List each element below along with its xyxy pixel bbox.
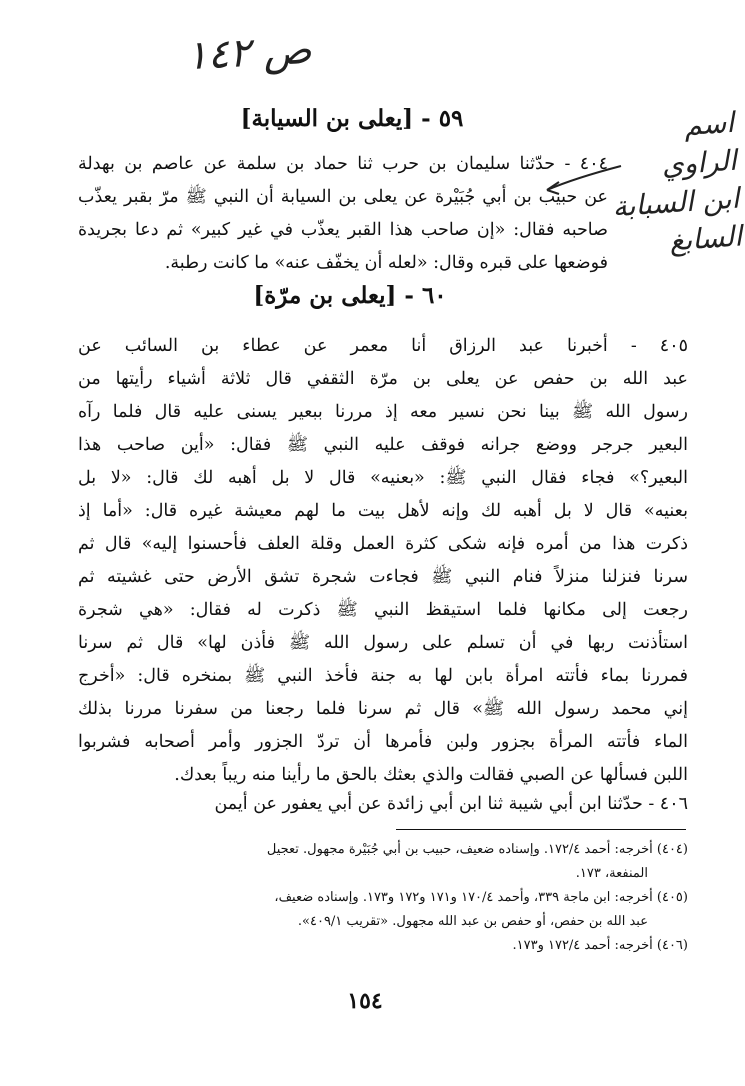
text-line: إني محمد رسول الله ﷺ» قال ثم سرنا فلما رجعنا من سفرنا مررنا بذلك [78,699,688,719]
section-heading-59: ٥٩ - [يعلى بن السيابة] [240,105,464,132]
text-line: استأذنت ربها في أن تسلم على رسول الله ﷺ فأذن لها» قال ثم سرنا [78,633,688,653]
text-line: بعنيه» قال لا بل أهبه لك وإنه لأهل بيت ما لهم معيشة غيره قال: «أما إذ [78,501,688,521]
text-line: عن حبيب بن أبي جُبَيْرة عن يعلى بن السيابة أن النبي ﷺ مرّ بقبر يعذّب [78,187,608,207]
text-line: ٤٠٤ - حدّثنا سليمان بن حرب ثنا حماد بن سلمة عن عاصم بن بهدلة [78,154,608,174]
text-line: ذكرت هذا من أمره فإنه شكى كثرة العمل وقلة العلف فأحسنوا إليه» قال ثم [78,534,688,554]
hadith-404-paragraph [78,148,608,280]
handwritten-margin-note [605,104,743,265]
footnote-line: (٤٠٦) أخرجه: أحمد ١٧٢/٤ و١٧٣. [512,938,688,953]
page-number: ١٥٤ [347,988,383,1014]
margin-note-line: اسم [682,105,735,143]
footnotes [78,838,688,958]
text-line: الماء فأتته المرأة بجزور ولبن فأمرها أن تردّ الجزور وأمر أصحابه فشربوا [78,732,688,752]
text-line: فمررنا بماء فأتته امرأة بابن لها به جنة فأخذ النبي ﷺ بمنخره قال: «أخرج [78,666,688,686]
text-line: اللبن فسألها عن الصبي فقالت والذي بعثك بالحق ما رأينا منه ريباً بعدك. [174,765,688,785]
text-line: رجعت إلى مكانها فلما استيقظ النبي ﷺ ذكرت له فقال: «هي شجرة [78,600,688,620]
text-line: البعير جرجر ووضع جرانه فوقف عليه النبي ﷺ فقال: «أين صاحب هذا [78,435,688,455]
hadith-405-paragraph [78,330,688,792]
section-heading-60: ٦٠ - [يعلى بن مرّة] [253,282,447,309]
text-line: رسول الله ﷺ بينا نحن نسير معه إذ مررنا ببعير يسنى عليه قال فلما رآه [78,402,688,422]
text-line: البعير؟» فجاء فقال النبي ﷺ: «بعنيه» قال لا بل أهبه لك قال: «لا بل [78,468,688,488]
footnote-line: (٤٠٥) أخرجه: ابن ماجة ٣٣٩، وأحمد ١٧٠/٤ و١٧١ و١٧٢ و١٧٣. وإسناده ضعيف، [274,890,688,905]
footnote-line: المنفعة، ١٧٣. [575,866,648,881]
hadith-406-paragraph [78,788,688,821]
margin-note-line: ابن السبابة [611,181,741,224]
handwritten-page-reference: ص ١٤٢ [184,26,313,80]
text-line: ٤٠٥ - أخبرنا عبد الرزاق أنا معمر عن عطاء بن السائب عن [78,336,688,356]
footnote-line: (٤٠٤) أخرجه: أحمد ١٧٢/٤. وإسناده ضعيف، حبيب بن أبي جُبَيْرة مجهول. تعجيل [266,842,688,857]
margin-note-line: السابغ [668,219,743,258]
footnote-divider [396,829,686,830]
text-line: فوضعها على قبره وقال: «لعله أن يخفّف عنه» ما كانت رطبة. [164,253,608,273]
margin-note-line: الراوي [660,143,738,182]
text-line: ٤٠٦ - حدّثنا ابن أبي شيبة ثنا ابن أبي زائدة عن أبي يعفور عن أيمن [214,794,688,814]
text-line: صاحبه فقال: «إن صاحب هذا القبر يعذّب في غير كبير» ثم دعا بجريدة [78,220,608,240]
text-line: سرنا فنزلنا منزلاً فنام النبي ﷺ فجاءت شجرة تشق الأرض حتى غشيته ثم [78,567,688,587]
footnote-line: عبد الله بن حفص، أو حفص بن عبد الله مجهول. «تقريب ٤٠٩/١». [297,914,648,929]
text-line: عبد الله بن حفص عن يعلى بن مرّة الثقفي قال ثلاثة أشياء رأيتها من [78,369,688,389]
